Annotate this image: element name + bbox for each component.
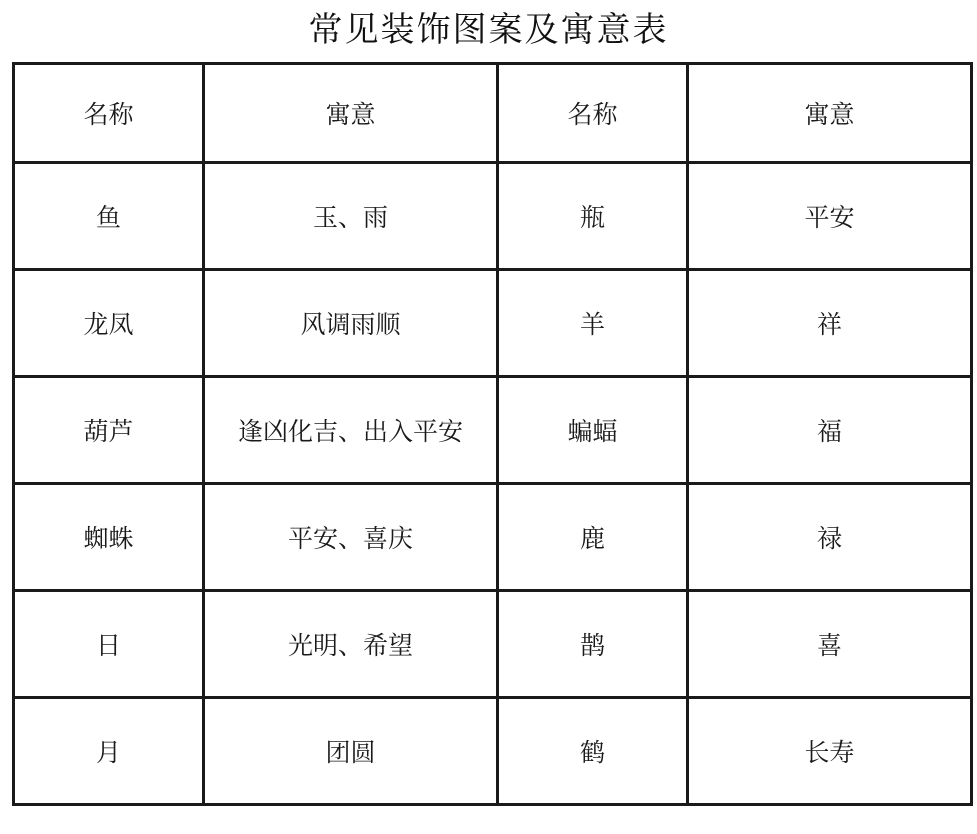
meaning-cell: 福	[688, 377, 972, 484]
name-cell: 蝙蝠	[498, 377, 688, 484]
header-cell-meaning-2: 寓意	[688, 64, 972, 163]
meaning-cell: 团圆	[204, 698, 498, 805]
table-row	[14, 377, 972, 484]
name-cell: 鹤	[498, 698, 688, 805]
meaning-cell: 玉、雨	[204, 163, 498, 270]
name-cell: 葫芦	[14, 377, 204, 484]
meaning-cell: 逢凶化吉、出入平安	[204, 377, 498, 484]
header-cell-name-1: 名称	[14, 64, 204, 163]
name-cell: 日	[14, 591, 204, 698]
table-row	[14, 484, 972, 591]
page-title: 常见装饰图案及寓意表	[308, 10, 669, 50]
table-row	[14, 591, 972, 698]
name-cell: 鱼	[14, 163, 204, 270]
name-cell: 鹊	[498, 591, 688, 698]
meaning-cell: 祥	[688, 270, 972, 377]
symbol-meaning-table	[12, 62, 973, 806]
name-cell: 羊	[498, 270, 688, 377]
name-cell: 瓶	[498, 163, 688, 270]
name-cell: 月	[14, 698, 204, 805]
header-cell-meaning-1: 寓意	[204, 64, 498, 163]
meaning-cell: 风调雨顺	[204, 270, 498, 377]
meaning-cell: 长寿	[688, 698, 972, 805]
meaning-cell: 禄	[688, 484, 972, 591]
name-cell: 蜘蛛	[14, 484, 204, 591]
table-header-row	[14, 64, 972, 163]
meaning-cell: 喜	[688, 591, 972, 698]
name-cell: 鹿	[498, 484, 688, 591]
meaning-cell: 平安、喜庆	[204, 484, 498, 591]
header-cell-name-2: 名称	[498, 64, 688, 163]
meaning-cell: 光明、希望	[204, 591, 498, 698]
table-row	[14, 698, 972, 805]
meaning-cell: 平安	[688, 163, 972, 270]
table-row	[14, 163, 972, 270]
name-cell: 龙凤	[14, 270, 204, 377]
table-row	[14, 270, 972, 377]
